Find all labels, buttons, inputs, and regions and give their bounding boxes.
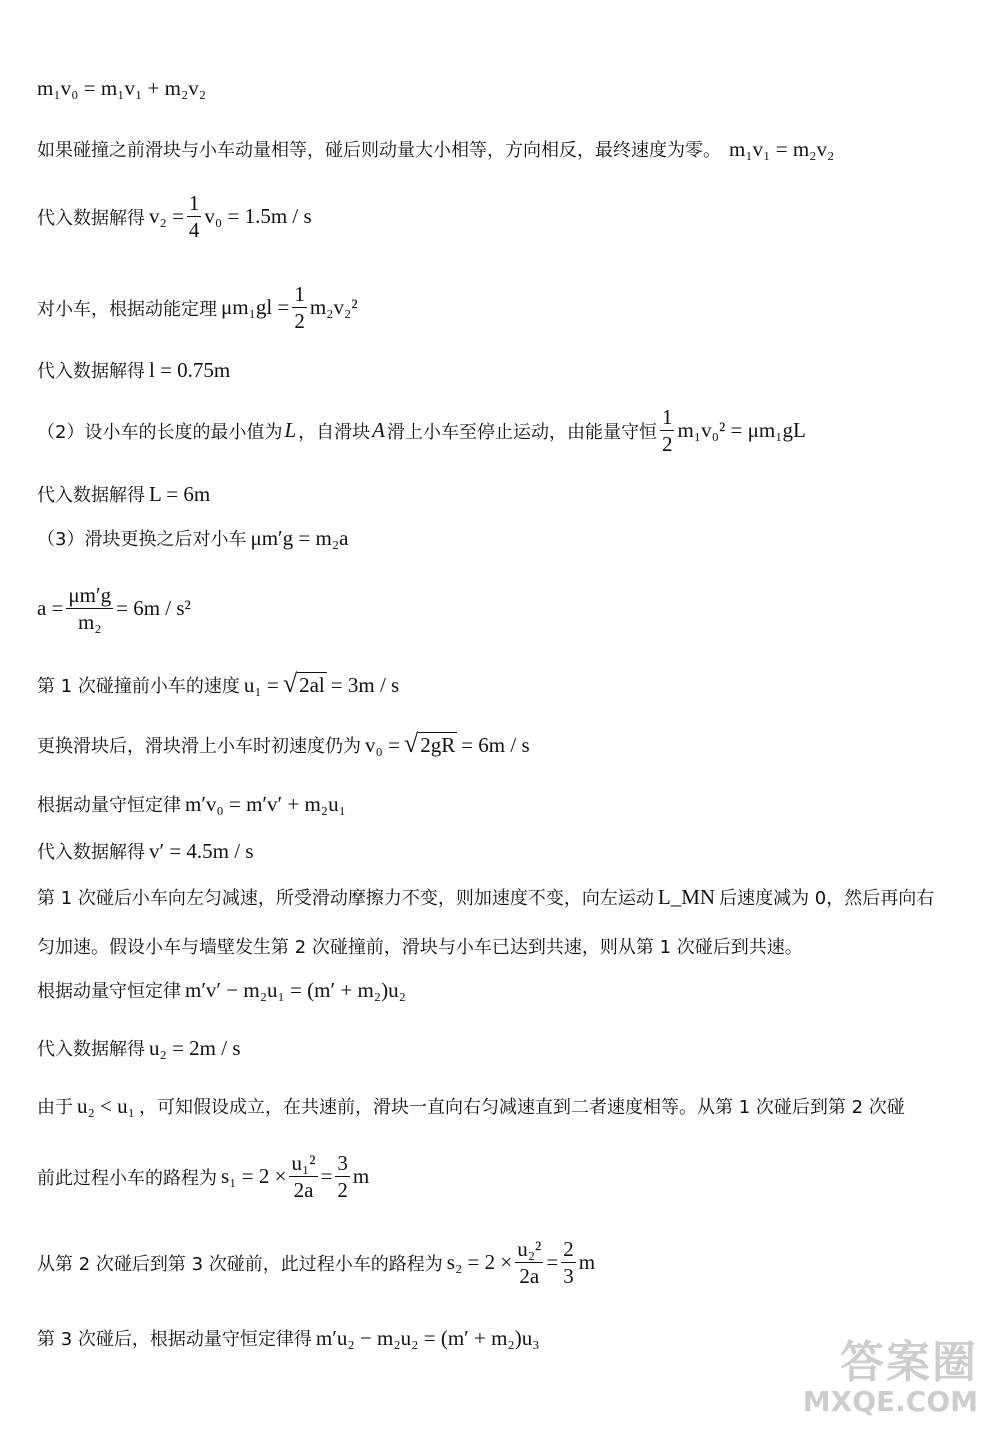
equation-rhs: v₀ = 1.5m / s xyxy=(204,204,312,229)
text-line-2 xyxy=(37,136,834,162)
paragraph-text: 代入数据解得 xyxy=(37,1039,145,1060)
paragraph-text: （3）滑块更换之后对小车 xyxy=(37,529,247,550)
equation-rhs: = 3m / s xyxy=(330,672,400,697)
paragraph-text: 后速度减为 0，然后再向右 xyxy=(719,888,935,909)
equals-sign: = xyxy=(546,1250,559,1275)
fraction-numerator: u₂² xyxy=(515,1238,543,1263)
unit: m xyxy=(352,1164,370,1189)
square-root xyxy=(282,669,327,698)
paragraph-text: 根据动量守恒定律 xyxy=(37,981,181,1002)
radical-sign-icon: √ xyxy=(282,669,298,698)
text-line-5 xyxy=(37,357,230,383)
fraction-denominator: m₂ xyxy=(77,610,102,635)
text-line-16 xyxy=(37,977,406,1003)
radicand: 2al xyxy=(299,673,325,697)
paragraph-text: 代入数据解得 xyxy=(37,485,145,506)
paragraph-text: 匀加速。假设小车与墙壁发生第 2 次碰撞前，滑块与小车已达到共速，则从第 1 次碰后到共速。 xyxy=(37,937,803,958)
equation-line-1 xyxy=(37,76,206,101)
fraction xyxy=(561,1238,576,1287)
text-line-20 xyxy=(37,1238,595,1287)
paragraph-text: ，可知假设成立，在共速前，滑块一直向右匀减速直到二者速度相等。从第 1 次碰后到第 2 次碰 xyxy=(139,1097,905,1118)
paragraph-text: ，自滑块 xyxy=(298,421,371,443)
text-line-10 xyxy=(37,669,400,698)
fraction-denominator: 2 xyxy=(661,432,673,457)
paragraph-text: 第 1 次碰撞前小车的速度 xyxy=(37,676,240,697)
fraction xyxy=(335,1152,350,1201)
inequality: u₂ < u₁ xyxy=(77,1093,135,1118)
fraction xyxy=(660,406,675,455)
radical-sign-icon: √ xyxy=(403,729,419,758)
equation: m₁v₀ = m₁v₁ + m₂v₂ xyxy=(37,76,207,100)
fraction-numerator: μm′g xyxy=(66,584,113,609)
equation-lhs: s₂ = 2 × xyxy=(446,1250,513,1275)
text-line-19 xyxy=(37,1152,369,1201)
square-root xyxy=(403,729,457,758)
text-line-6 xyxy=(37,406,806,455)
fraction-numerator: 3 xyxy=(335,1152,350,1177)
paragraph-text: 代入数据解得 xyxy=(37,207,145,229)
fraction-numerator: u₁² xyxy=(289,1152,317,1177)
paragraph-text: （2）设小车的长度的最小值为 xyxy=(37,421,283,443)
fraction xyxy=(66,584,113,633)
text-line-8 xyxy=(37,525,348,551)
equation-rhs: m₁v₀² = μm₁gL xyxy=(677,418,806,443)
paragraph-text: 滑上小车至停止运动，由能量守恒 xyxy=(386,421,657,443)
equation-rhs: m₂v₂² xyxy=(309,295,358,320)
paragraph-text: 从第 2 次碰后到第 3 次碰前，此过程小车的路程为 xyxy=(37,1253,443,1275)
fraction xyxy=(292,283,307,332)
equation: m′v′ − m₂u₁ = (m′ + m₂)u₂ xyxy=(185,977,406,1002)
fraction-numerator: 1 xyxy=(187,192,202,217)
text-line-14 xyxy=(37,884,934,910)
fraction-numerator: 2 xyxy=(561,1238,576,1263)
fraction-denominator: 2a xyxy=(519,1264,540,1289)
paragraph-text: 前此过程小车的路程为 xyxy=(37,1167,217,1189)
text-line-21 xyxy=(37,1325,540,1351)
paragraph-text: 更换滑块后，滑块滑上小车时初速度仍为 xyxy=(37,736,361,757)
text-line-18 xyxy=(37,1093,905,1119)
equation: m₁v₁ = m₂v₂ xyxy=(729,136,835,161)
fraction-numerator: 1 xyxy=(660,406,675,431)
equation-lhs: v₂ = xyxy=(149,204,184,229)
equation-lhs: μm₁gl = xyxy=(221,295,290,320)
watermark xyxy=(802,1326,982,1418)
equation: u₂ = 2m / s xyxy=(149,1035,241,1060)
text-line-15 xyxy=(37,933,803,959)
equation-lhs: a = xyxy=(37,596,64,621)
fraction-denominator: 2 xyxy=(337,1178,348,1203)
fraction xyxy=(187,192,202,241)
equation-line-9 xyxy=(37,584,191,633)
fraction xyxy=(289,1152,317,1201)
paragraph-text: 代入数据解得 xyxy=(37,842,145,863)
fraction-denominator: 2a xyxy=(293,1178,314,1203)
fraction-denominator: 2 xyxy=(294,309,305,334)
equation: L = 6m xyxy=(149,481,211,506)
text-line-12 xyxy=(37,791,346,817)
paragraph-text: 第 3 次碰后，根据动量守恒定律得 xyxy=(37,1329,312,1350)
text-line-3 xyxy=(37,192,312,241)
watermark-site: MXQE.COM xyxy=(802,1385,978,1418)
equation-rhs: = 6m / s² xyxy=(116,596,191,621)
fraction-denominator: 3 xyxy=(563,1264,574,1289)
unit: m xyxy=(578,1250,596,1275)
paragraph-text: 如果碰撞之前滑块与小车动量相等，碰后则动量大小相等，方向相反，最终速度为零。 xyxy=(37,140,721,161)
equation-lhs: u₁ = xyxy=(243,672,279,697)
equation: μm′g = m₂a xyxy=(250,525,349,550)
radicand: 2gR xyxy=(420,733,456,757)
paragraph-text: 根据动量守恒定律 xyxy=(37,795,181,816)
text-line-11 xyxy=(37,729,530,758)
fraction-denominator: 4 xyxy=(188,218,200,243)
symbol-LMN: L_MN xyxy=(657,884,716,909)
equation-lhs: s₁ = 2 × xyxy=(221,1164,287,1189)
equation: m′u₂ − m₂u₂ = (m′ + m₂)u₃ xyxy=(315,1325,540,1350)
equation-rhs: = 6m / s xyxy=(461,732,530,757)
equation: l = 0.75m xyxy=(149,357,231,382)
equation-lhs: v₀ = xyxy=(365,732,400,757)
text-line-13 xyxy=(37,838,254,864)
variable-L: L xyxy=(284,418,297,443)
paragraph-text: 第 1 次碰后小车向左匀减速，所受滑动摩擦力不变，则加速度不变，向左运动 xyxy=(37,888,654,909)
equation: m′v₀ = m′v′ + m₂u₁ xyxy=(185,791,346,816)
text-line-4 xyxy=(37,283,358,332)
text-line-7 xyxy=(37,481,210,507)
paragraph-text: 对小车，根据动能定理 xyxy=(37,298,217,320)
equation: v′ = 4.5m / s xyxy=(149,838,254,863)
watermark-logo: 答案圈 xyxy=(840,1337,978,1388)
variable-A: A xyxy=(372,418,385,443)
paragraph-text: 代入数据解得 xyxy=(37,361,145,382)
text-line-17 xyxy=(37,1035,241,1061)
fraction xyxy=(515,1238,543,1287)
paragraph-text: 由于 xyxy=(37,1097,73,1118)
fraction-numerator: 1 xyxy=(292,283,307,308)
equals-sign: = xyxy=(320,1164,333,1189)
